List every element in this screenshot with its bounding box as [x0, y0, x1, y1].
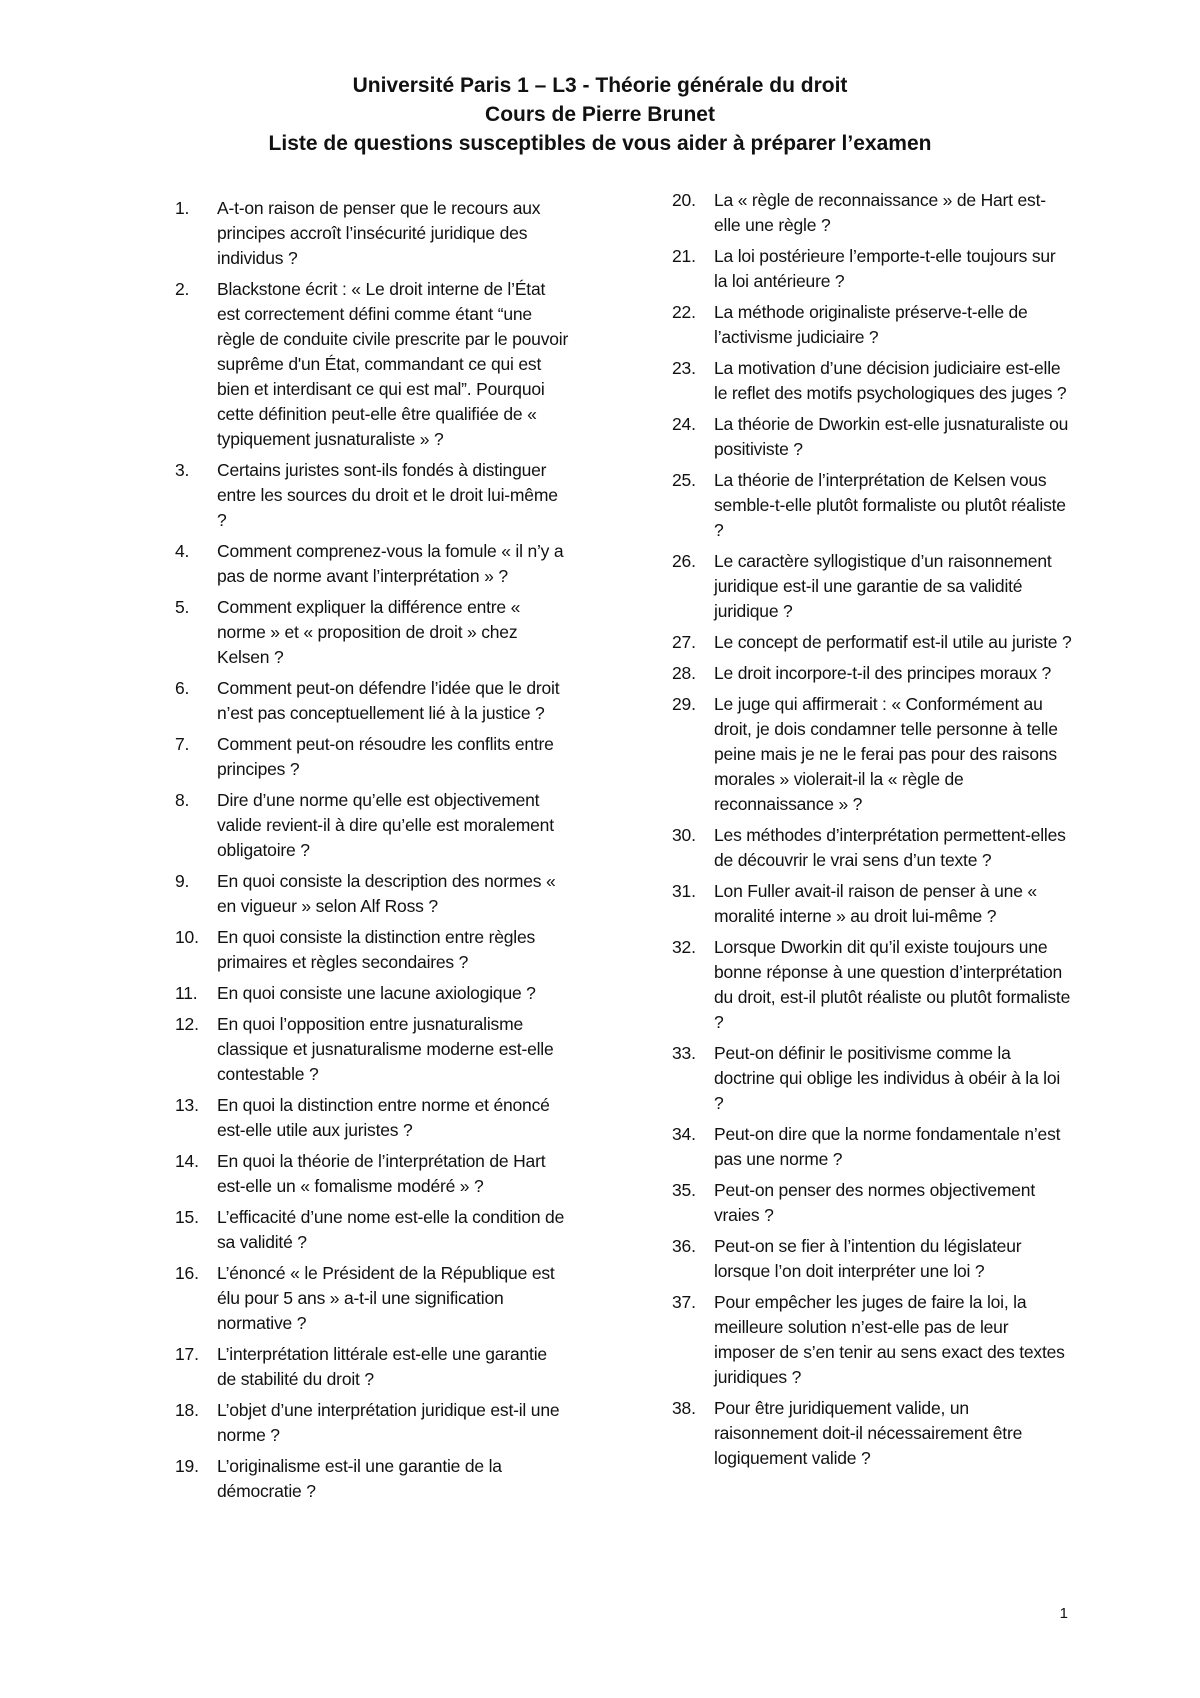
page-number: 1: [1059, 1605, 1068, 1622]
question-text: La théorie de Dworkin est-elle jusnaturaliste ou positiviste ?: [714, 414, 1069, 459]
question-text: L’énoncé « le Président de la République est élu pour 5 ans » a-t-il une signification normative ?: [217, 1263, 555, 1333]
question-text: L’objet d’une interprétation juridique est-il une norme ?: [217, 1400, 560, 1445]
question-item: [672, 692, 1072, 817]
question-text: La méthode originaliste préserve-t-elle de l’activisme judiciaire ?: [714, 302, 1028, 347]
question-item: [175, 1149, 570, 1199]
question-text: En quoi la théorie de l’interprétation de Hart est-elle un « fomalisme modéré » ?: [217, 1151, 546, 1196]
document-header: [0, 71, 1200, 158]
question-number: 28.: [672, 663, 696, 683]
question-number: 17.: [175, 1344, 199, 1364]
question-text: Peut-on dire que la norme fondamentale n’est pas une norme ?: [714, 1124, 1061, 1169]
question-item: [175, 732, 570, 782]
question-text: Les méthodes d’interprétation permettent-elles de découvrir le vrai sens d’un texte ?: [714, 825, 1066, 870]
question-item: [175, 869, 570, 919]
question-number: 4.: [175, 541, 190, 561]
question-number: 36.: [672, 1236, 696, 1256]
question-number: 32.: [672, 937, 696, 957]
question-text: L’originalisme est-il une garantie de la démocratie ?: [217, 1456, 502, 1501]
question-number: 8.: [175, 790, 190, 810]
questions-list-left: [175, 196, 570, 1510]
question-text: Le caractère syllogistique d’un raisonnement juridique est-il une garantie de sa validité juridique ?: [714, 551, 1052, 621]
header-course-line: Cours de Pierre Brunet: [485, 103, 715, 126]
question-text: Le juge qui affirmerait : « Conformément au droit, je dois condamner telle personne à telle peine mais je ne le ferai pas pour des raisons morales » violerait-il la « règle de reconnaissance » ?: [714, 694, 1058, 814]
question-item: [175, 1093, 570, 1143]
question-text: L’interprétation littérale est-elle une garantie de stabilité du droit ?: [217, 1344, 547, 1389]
question-number: 12.: [175, 1014, 199, 1034]
question-text: Lorsque Dworkin dit qu’il existe toujours une bonne réponse à une question d’interprétation du droit, est-il plutôt réaliste ou plutôt formaliste ?: [714, 937, 1071, 1032]
question-item: [672, 935, 1072, 1035]
question-text: La loi postérieure l’emporte-t-elle toujours sur la loi antérieure ?: [714, 246, 1056, 291]
question-text: Comment peut-on défendre l’idée que le droit n’est pas conceptuellement lié à la justice ?: [217, 678, 560, 723]
question-text: Certains juristes sont-ils fondés à distinguer entre les sources du droit et le droit lui-même ?: [217, 460, 558, 530]
question-item: [672, 468, 1072, 543]
question-item: [175, 981, 570, 1006]
question-text: En quoi l’opposition entre jusnaturalisme classique et jusnaturalisme moderne est-elle contestable ?: [217, 1014, 554, 1084]
question-number: 5.: [175, 597, 190, 617]
question-text: Comment peut-on résoudre les conflits entre principes ?: [217, 734, 554, 779]
question-item: [175, 925, 570, 975]
question-number: 24.: [672, 414, 696, 434]
question-number: 35.: [672, 1180, 696, 1200]
question-number: 37.: [672, 1292, 696, 1312]
question-item: [175, 1398, 570, 1448]
question-number: 30.: [672, 825, 696, 845]
question-number: 14.: [175, 1151, 199, 1171]
question-item: [672, 412, 1072, 462]
question-number: 31.: [672, 881, 696, 901]
question-text: La « règle de reconnaissance » de Hart est-elle une règle ?: [714, 190, 1046, 235]
question-item: [175, 539, 570, 589]
question-item: [672, 356, 1072, 406]
question-item: [175, 676, 570, 726]
question-item: [672, 879, 1072, 929]
question-number: 3.: [175, 460, 190, 480]
question-item: [672, 823, 1072, 873]
question-number: 10.: [175, 927, 199, 947]
question-text: Comment expliquer la différence entre « norme » et « proposition de droit » chez Kelsen ?: [217, 597, 521, 667]
question-number: 16.: [175, 1263, 199, 1283]
question-number: 23.: [672, 358, 696, 378]
question-number: 26.: [672, 551, 696, 571]
question-text: Blackstone écrit : « Le droit interne de l’État est correctement défini comme étant “une règle de conduite civile prescrite par le pouvoir suprême d'un État, commandant ce qui est bien et interdisant ce qui est mal”. Pourquoi cette définition peut-elle être qualifiée de « typiquement jusnaturaliste » ?: [217, 279, 569, 449]
question-text: Le concept de performatif est-il utile au juriste ?: [714, 632, 1072, 652]
question-item: [175, 788, 570, 863]
question-item: [672, 1396, 1072, 1471]
question-text: A-t-on raison de penser que le recours aux principes accroît l’insécurité juridique des individus ?: [217, 198, 541, 268]
header-university-line: Université Paris 1 – L3 - Théorie générale du droit: [352, 74, 848, 97]
question-text: Peut-on se fier à l’intention du législateur lorsque l’on doit interpréter une loi ?: [714, 1236, 1022, 1281]
question-number: 27.: [672, 632, 696, 652]
question-item: [672, 1122, 1072, 1172]
question-text: La motivation d’une décision judiciaire est-elle le reflet des motifs psychologiques des juges ?: [714, 358, 1067, 403]
question-item: [175, 1454, 570, 1504]
question-number: 18.: [175, 1400, 199, 1420]
question-number: 20.: [672, 190, 696, 210]
question-text: En quoi la distinction entre norme et énoncé est-elle utile aux juristes ?: [217, 1095, 550, 1140]
question-item: [175, 595, 570, 670]
question-number: 19.: [175, 1456, 199, 1476]
question-item: [175, 458, 570, 533]
question-item: [175, 1012, 570, 1087]
question-text: Comment comprenez-vous la fomule « il n’y a pas de norme avant l’interprétation » ?: [217, 541, 564, 586]
question-item: [672, 1234, 1072, 1284]
question-number: 2.: [175, 279, 190, 299]
question-text: La théorie de l’interprétation de Kelsen vous semble-t-elle plutôt formaliste ou plutôt réaliste ?: [714, 470, 1066, 540]
question-item: [672, 549, 1072, 624]
question-item: [672, 630, 1072, 655]
question-number: 9.: [175, 871, 190, 891]
question-item: [672, 244, 1072, 294]
question-number: 29.: [672, 694, 696, 714]
question-item: [672, 1290, 1072, 1390]
question-item: [175, 1261, 570, 1336]
question-number: 34.: [672, 1124, 696, 1144]
question-text: Le droit incorpore-t-il des principes moraux ?: [714, 663, 1052, 683]
question-text: En quoi consiste la description des normes « en vigueur » selon Alf Ross ?: [217, 871, 556, 916]
question-item: [672, 661, 1072, 686]
question-number: 7.: [175, 734, 190, 754]
question-item: [175, 1205, 570, 1255]
question-text: Lon Fuller avait-il raison de penser à une « moralité interne » au droit lui-même ?: [714, 881, 1037, 926]
question-item: [175, 277, 570, 452]
question-text: En quoi consiste une lacune axiologique ?: [217, 983, 536, 1003]
question-number: 15.: [175, 1207, 199, 1227]
question-item: [672, 1178, 1072, 1228]
question-text: Peut-on définir le positivisme comme la doctrine qui oblige les individus à obéir à la loi ?: [714, 1043, 1061, 1113]
question-number: 6.: [175, 678, 190, 698]
question-item: [672, 300, 1072, 350]
question-text: Dire d’une norme qu’elle est objectivement valide revient-il à dire qu’elle est moralement obligatoire ?: [217, 790, 554, 860]
question-number: 11.: [175, 983, 198, 1003]
question-text: Peut-on penser des normes objectivement vraies ?: [714, 1180, 1035, 1225]
question-number: 21.: [672, 246, 696, 266]
question-number: 22.: [672, 302, 696, 322]
question-text: En quoi consiste la distinction entre règles primaires et règles secondaires ?: [217, 927, 536, 972]
question-number: 38.: [672, 1398, 696, 1418]
question-item: [175, 1342, 570, 1392]
question-item: [175, 196, 570, 271]
question-number: 25.: [672, 470, 696, 490]
question-number: 1.: [175, 198, 190, 218]
header-title-line: Liste de questions susceptibles de vous aider à préparer l’examen: [268, 132, 932, 155]
question-item: [672, 1041, 1072, 1116]
question-text: L’efficacité d’une nome est-elle la condition de sa validité ?: [217, 1207, 565, 1252]
questions-list-right: [672, 188, 1072, 1477]
question-text: Pour empêcher les juges de faire la loi, la meilleure solution n’est-elle pas de leur imposer de s’en tenir au sens exact des textes juridiques ?: [714, 1292, 1065, 1387]
question-number: 33.: [672, 1043, 696, 1063]
question-number: 13.: [175, 1095, 199, 1115]
question-text: Pour être juridiquement valide, un raisonnement doit-il nécessairement être logiquement valide ?: [714, 1398, 1023, 1468]
question-item: [672, 188, 1072, 238]
